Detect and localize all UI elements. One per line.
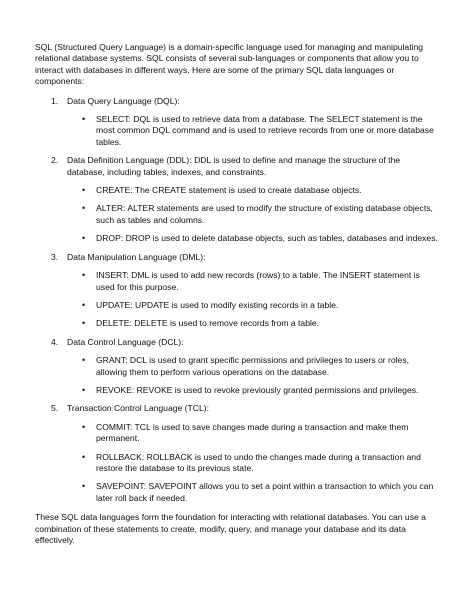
bullet-dot-icon: •	[82, 203, 86, 214]
bullet-item	[35, 481, 439, 504]
bullet-dot-icon: •	[82, 318, 86, 329]
bullet-dot-icon: •	[82, 384, 86, 395]
bullet-dot-icon: •	[82, 451, 86, 462]
section-number: 4.	[51, 336, 59, 347]
bullet-text: ALTER: ALTER statements are used to modify the structure of existing database objects, such as tables and columns.	[96, 203, 433, 225]
section-title: Data Manipulation Language (DML):	[67, 251, 206, 262]
bullet-text: DROP: DROP is used to delete database objects, such as tables, databases and indexes.	[96, 233, 438, 244]
section-heading	[35, 155, 439, 178]
section-title: Data Query Language (DQL):	[67, 95, 180, 106]
bullet-dot-icon: •	[82, 355, 86, 366]
section-heading	[35, 403, 439, 414]
section-item	[35, 337, 439, 397]
closing-paragraph: These SQL data languages form the foundation for interacting with relational databases. You can use a combination of these statements to create, modify, query, and manage your database and its data effectively.	[35, 512, 426, 545]
section-number: 3.	[51, 251, 59, 262]
bullet-text: REVOKE: REVOKE is used to revoke previously granted permissions and privileges.	[96, 384, 419, 395]
bullet-item	[35, 233, 439, 244]
bullet-text: INSERT: DML is used to add new records (rows) to a table. The INSERT statement is used for this purpose.	[96, 270, 420, 292]
section-item	[35, 403, 439, 504]
sql-language-list	[35, 96, 439, 505]
bullet-text: UPDATE: UPDATE is used to modify existing records in a table.	[96, 299, 339, 310]
section-item	[35, 252, 439, 330]
section-title: Data Definition Language (DDL): DDL is used to define and manage the structure of the database, including tables, indexes, and constraints.	[67, 155, 401, 177]
bullet-list	[35, 355, 439, 396]
bullet-item	[35, 318, 439, 329]
bullet-list	[35, 114, 439, 148]
bullet-item	[35, 270, 439, 293]
bullet-item	[35, 385, 439, 396]
section-title: Transaction Control Language (TCL):	[67, 403, 210, 414]
bullet-text: DELETE: DELETE is used to remove records from a table.	[96, 318, 320, 329]
bullet-text: GRANT: DCL is used to grant specific permissions and privileges to users or roles, allowing them to perform various operations on the database.	[96, 355, 409, 377]
section-number: 2.	[51, 155, 59, 166]
bullet-item	[35, 114, 439, 148]
bullet-dot-icon: •	[82, 299, 86, 310]
bullet-text: SELECT: DQL is used to retrieve data from a database. The SELECT statement is the most common DQL command and is used to retrieve records from one or more database tables.	[96, 114, 434, 147]
bullet-item	[35, 185, 439, 196]
bullet-text: CREATE: The CREATE statement is used to create database objects.	[96, 185, 362, 196]
bullet-item	[35, 452, 439, 475]
bullet-list	[35, 185, 439, 245]
bullet-dot-icon: •	[82, 185, 86, 196]
section-item	[35, 96, 439, 149]
bullet-dot-icon: •	[82, 481, 86, 492]
bullet-text: COMMIT: TCL is used to save changes made during a transaction and make them permanent.	[96, 421, 409, 444]
bullet-list	[35, 422, 439, 504]
section-heading	[35, 252, 439, 263]
bullet-item	[35, 422, 439, 445]
document-page	[35, 42, 439, 546]
bullet-dot-icon: •	[82, 114, 86, 125]
bullet-dot-icon: •	[82, 233, 86, 244]
section-number: 5.	[51, 403, 59, 414]
bullet-item	[35, 203, 439, 226]
bullet-dot-icon: •	[82, 270, 86, 281]
bullet-text: SAVEPOINT: SAVEPOINT allows you to set a point within a transaction to which you can later roll back if needed.	[96, 481, 434, 503]
section-item	[35, 155, 439, 244]
bullet-item	[35, 300, 439, 311]
intro-paragraph: SQL (Structured Query Language) is a domain-specific language used for managing and manipulating relational database systems. SQL consists of several sub-languages or components that allow you to interact with databases in different ways. Here are some of the primary SQL data languages or components:	[35, 42, 424, 87]
section-title: Data Control Language (DCL):	[67, 336, 184, 347]
section-heading	[35, 96, 439, 107]
bullet-list	[35, 270, 439, 330]
section-heading	[35, 337, 439, 348]
bullet-dot-icon: •	[82, 421, 86, 432]
bullet-text: ROLLBACK: ROLLBACK is used to undo the changes made during a transaction and restore the database to its previous state.	[96, 451, 421, 473]
section-number: 1.	[51, 95, 59, 106]
bullet-item	[35, 355, 439, 378]
